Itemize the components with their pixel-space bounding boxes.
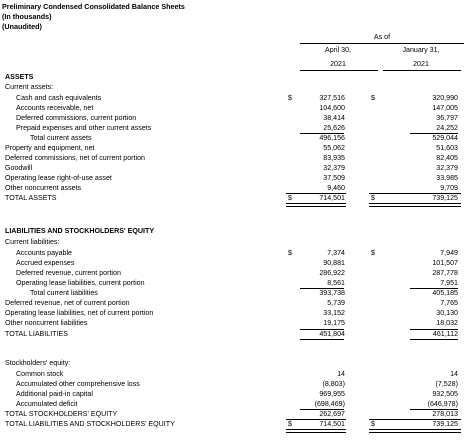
value-apr-2021: 5,739 [327, 299, 345, 307]
row-label: Accounts payable [16, 249, 72, 257]
row-lease-rou-asset [0, 173, 468, 183]
col1-header-line1: April 30, [324, 46, 352, 54]
row-label: Deferred revenue, current portion [16, 269, 121, 277]
value-apr-2021: 714,501 [319, 420, 345, 428]
current-liabilities-heading: Current liabilities: [5, 238, 60, 246]
value-jan-2021: (646,978) [427, 400, 458, 408]
value-jan-2021: 932,505 [432, 390, 458, 398]
value-jan-2021: 320,990 [432, 94, 458, 102]
dollar-sign: $ [288, 249, 292, 257]
row-common-stock [0, 369, 468, 379]
row-label: TOTAL STOCKHOLDERS' EQUITY [5, 410, 118, 418]
row-label: TOTAL ASSETS [5, 194, 57, 202]
total-rule [369, 419, 461, 420]
value-apr-2021: 19,175 [323, 319, 345, 327]
value-jan-2021: 287,778 [432, 269, 458, 277]
row-total-liabilities [0, 329, 468, 339]
value-apr-2021: (8,803) [322, 380, 345, 388]
dollar-sign: $ [371, 249, 375, 257]
value-apr-2021: 38,414 [323, 114, 345, 122]
value-jan-2021: 33,985 [436, 174, 458, 182]
dollar-sign: $ [288, 420, 292, 428]
value-jan-2021: 461,112 [432, 330, 458, 338]
col2-header-line2: 2021 [413, 60, 429, 68]
row-label: Deferred commissions, current portion [16, 114, 137, 122]
row-label: Accumulated other comprehensive loss [16, 380, 140, 388]
value-jan-2021: 9,709 [440, 184, 458, 192]
subtotal-rule [410, 409, 458, 410]
value-jan-2021: 14 [450, 370, 458, 378]
value-jan-2021: 32,379 [436, 164, 458, 172]
row-deferred-revenue-noncurrent [0, 298, 468, 308]
row-cash [0, 93, 468, 103]
liabilities-equity-heading: LIABILITIES AND STOCKHOLDERS' EQUITY [5, 227, 155, 235]
row-total-current-assets [0, 133, 468, 143]
row-label: TOTAL LIABILITIES [5, 330, 68, 338]
value-apr-2021: 32,379 [323, 164, 345, 172]
stockholders-equity-heading: Stockholders' equity: [5, 359, 71, 367]
value-jan-2021: 405,185 [432, 289, 458, 297]
row-apic [0, 389, 468, 399]
row-label: Prepaid expenses and other current assets [16, 124, 152, 132]
value-apr-2021: 33,152 [323, 309, 345, 317]
value-apr-2021: 393,738 [319, 289, 345, 297]
row-deferred-commissions-current [0, 113, 468, 123]
col2-header-line1: January 31, [402, 46, 440, 54]
value-apr-2021: (698,469) [314, 400, 345, 408]
col1-header-line2: 2021 [330, 60, 346, 68]
value-apr-2021: 25,626 [323, 124, 345, 132]
row-other-noncurrent-assets [0, 183, 468, 193]
subtotal-rule [300, 409, 344, 410]
value-apr-2021: 90,881 [323, 259, 345, 267]
value-apr-2021: 969,955 [319, 390, 345, 398]
value-apr-2021: 262,697 [319, 410, 345, 418]
double-rule [369, 203, 461, 207]
value-apr-2021: 83,935 [323, 154, 345, 162]
value-apr-2021: 451,804 [319, 330, 345, 338]
row-other-noncurrent-liabilities [0, 318, 468, 328]
subtotal-rule [410, 339, 458, 340]
double-rule [369, 429, 461, 433]
value-apr-2021: 286,922 [319, 269, 345, 277]
row-accounts-receivable [0, 103, 468, 113]
row-aoci [0, 379, 468, 389]
dollar-sign: $ [288, 194, 292, 202]
dollar-sign: $ [371, 420, 375, 428]
row-accumulated-deficit [0, 399, 468, 409]
row-label: Total current assets [30, 134, 92, 142]
row-label: Property and equipment, net [5, 144, 95, 152]
row-label: Other noncurrent assets [5, 184, 82, 192]
row-total-liabilities-and-equity [0, 419, 468, 429]
row-label: Accrued expenses [16, 259, 75, 267]
as-of-label: As of [373, 33, 391, 41]
row-lease-liabilities-current [0, 278, 468, 288]
value-jan-2021: 739,125 [432, 194, 458, 202]
row-label: TOTAL LIABILITIES AND STOCKHOLDERS' EQUITY [5, 420, 175, 428]
subtotal-rule [300, 329, 344, 330]
assets-heading: ASSETS [5, 73, 34, 81]
total-rule [286, 193, 346, 194]
row-accrued-expenses [0, 258, 468, 268]
row-total-current-liabilities [0, 288, 468, 298]
total-rule [369, 193, 461, 194]
row-total-assets [0, 193, 468, 203]
value-apr-2021: 7,374 [327, 249, 345, 257]
value-jan-2021: 36,797 [436, 114, 458, 122]
audit-status: (Unaudited) [2, 22, 42, 31]
value-apr-2021: 37,509 [323, 174, 345, 182]
as-of-rule [300, 43, 464, 44]
row-label: Operating lease liabilities, current portion [16, 279, 145, 287]
value-apr-2021: 496,156 [319, 134, 345, 142]
value-apr-2021: 714,501 [319, 194, 345, 202]
row-label: Accumulated deficit [16, 400, 78, 408]
row-accounts-payable [0, 248, 468, 258]
value-jan-2021: 7,949 [440, 249, 458, 257]
statement-title: Preliminary Condensed Consolidated Balance Sheets [2, 2, 185, 11]
double-rule [286, 429, 346, 433]
row-property-equipment [0, 143, 468, 153]
value-apr-2021: 55,062 [323, 144, 345, 152]
subtotal-rule [410, 329, 458, 330]
value-apr-2021: 9,460 [327, 184, 345, 192]
row-label: Goodwill [5, 164, 33, 172]
row-label: Additional paid-in capital [16, 390, 93, 398]
value-jan-2021: 147,005 [432, 104, 458, 112]
row-label: Cash and cash equivalents [16, 94, 102, 102]
value-jan-2021: 24,252 [436, 124, 458, 132]
units-note: (In thousands) [2, 12, 52, 21]
row-label: Other noncurrent liabilities [5, 319, 88, 327]
row-label: Total current liabilities [30, 289, 98, 297]
row-deferred-commissions-noncurrent [0, 153, 468, 163]
row-label: Accounts receivable, net [16, 104, 94, 112]
value-apr-2021: 14 [337, 370, 345, 378]
row-label: Common stock [16, 370, 64, 378]
double-rule [286, 203, 346, 207]
value-jan-2021: 82,405 [436, 154, 458, 162]
row-deferred-revenue-current [0, 268, 468, 278]
dollar-sign: $ [288, 94, 292, 102]
row-lease-liabilities-noncurrent [0, 308, 468, 318]
subtotal-rule [300, 288, 344, 289]
row-label: Deferred commissions, net of current portion [5, 154, 145, 162]
value-jan-2021: (7,528) [435, 380, 458, 388]
value-jan-2021: 7,951 [440, 279, 458, 287]
value-jan-2021: 529,044 [432, 134, 458, 142]
row-label: Operating lease right-of-use asset [5, 174, 112, 182]
value-jan-2021: 7,765 [440, 299, 458, 307]
value-apr-2021: 327,516 [319, 94, 345, 102]
value-jan-2021: 101,507 [432, 259, 458, 267]
value-jan-2021: 30,130 [436, 309, 458, 317]
value-jan-2021: 278,013 [432, 410, 458, 418]
col2-header-rule [383, 70, 461, 71]
value-jan-2021: 18,032 [436, 319, 458, 327]
current-assets-heading: Current assets: [5, 83, 54, 91]
row-goodwill [0, 163, 468, 173]
row-label: Deferred revenue, net of current portion [5, 299, 130, 307]
subtotal-rule [300, 133, 344, 134]
value-apr-2021: 104,600 [319, 104, 345, 112]
value-jan-2021: 739,125 [432, 420, 458, 428]
row-total-stockholders-equity [0, 409, 468, 419]
dollar-sign: $ [371, 194, 375, 202]
row-label: Operating lease liabilities, net of current portion [5, 309, 154, 317]
row-prepaid-expenses [0, 123, 468, 133]
subtotal-rule [410, 288, 458, 289]
col1-header-rule [300, 70, 378, 71]
subtotal-rule [300, 339, 344, 340]
total-rule [286, 419, 346, 420]
dollar-sign: $ [371, 94, 375, 102]
subtotal-rule [410, 133, 458, 134]
value-jan-2021: 51,603 [436, 144, 458, 152]
value-apr-2021: 8,561 [327, 279, 345, 287]
